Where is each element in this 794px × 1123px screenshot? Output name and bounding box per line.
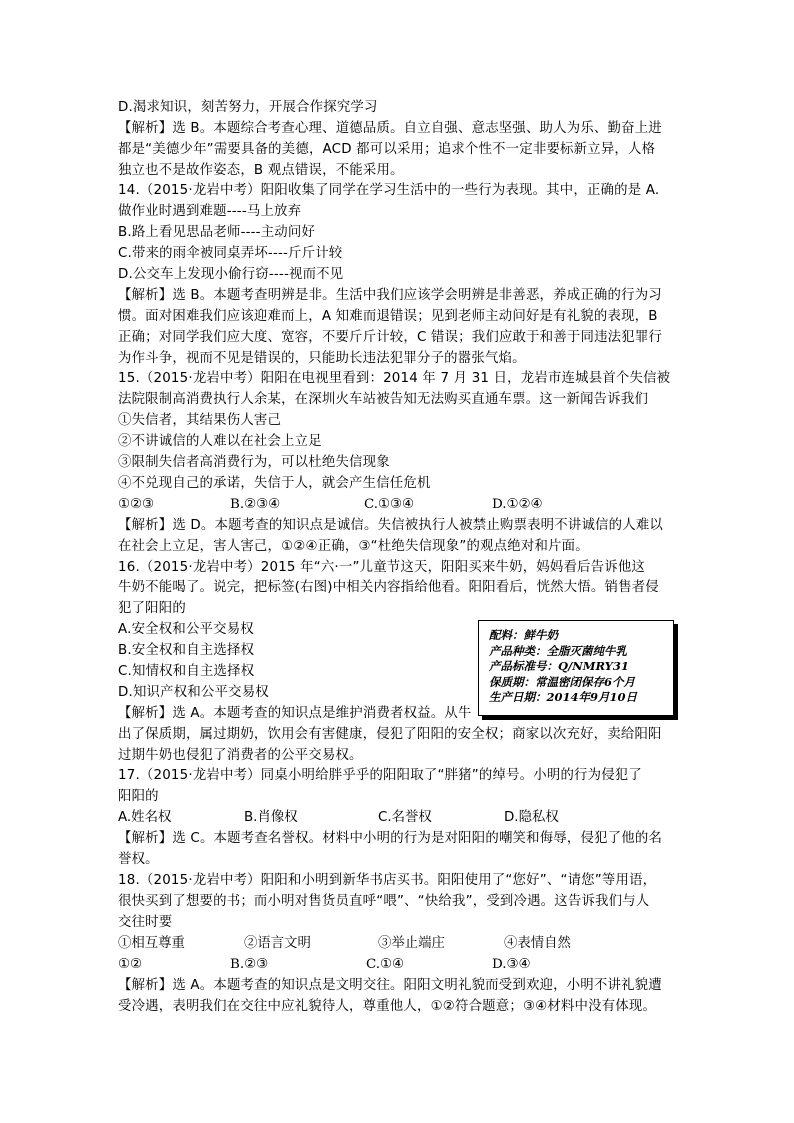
- text-line: C.带来的雨伞被同桌弄坏----斤斤计较: [118, 246, 343, 261]
- option-d: D.①②④: [492, 497, 543, 512]
- option-item: ③举止端庄: [378, 936, 445, 951]
- text-line: ②不讲诚信的人难以在社会上立足: [118, 434, 322, 449]
- question-14: 14.（2015·龙岩中考）阳阳收集了同学在学习生活中的一些行为表现。其中，正确的是 A.: [118, 183, 660, 198]
- option-c: C.名誉权: [378, 810, 432, 825]
- text-line: 法院限制高消费执行人余某，在深圳火车站被告知无法购买直通车票。这一新闻告诉我们: [118, 392, 649, 407]
- text-line: B.路上看见思品老师----主动问好: [118, 225, 316, 240]
- text-line: B.安全权和自主选择权: [118, 643, 255, 658]
- milk-label-line: 产品种类：全脂灭菌纯牛乳: [489, 643, 627, 658]
- option-a: A.姓名权: [118, 810, 172, 825]
- option-a: ①②③: [118, 497, 155, 512]
- text-line: 为作斗争，视而不见是错误的，只能助长违法犯罪分子的嚣张气焰。: [118, 351, 526, 366]
- question-16: 16.（2015·龙岩中考）2015 年“六·一”儿童节这天，阳阳买来牛奶，妈妈看后告诉他这: [118, 560, 646, 575]
- text-line: 正确；对同学我们应大度、宽容，不要斤斤计较，C 错误；我们应敢于和善于同违法犯罪行: [118, 330, 663, 345]
- text-line: 做作业时遇到难题----马上放弃: [118, 204, 302, 219]
- text-line: 很快买到了想要的书；而小明对售货员直呼“喂”、“快给我”，受到冷遇。这告诉我们与人: [118, 894, 650, 909]
- text-line: 过期牛奶也侵犯了消费者的公平交易权。: [118, 748, 363, 763]
- option-item: ②语言文明: [244, 936, 311, 951]
- milk-label-box: [478, 620, 674, 716]
- milk-label-line: 生产日期：2014年9月10日: [489, 690, 638, 704]
- option-item: ①相互尊重: [118, 936, 185, 951]
- text-line: ①失信者，其结果伤人害己: [118, 413, 282, 428]
- text-line: 惯。面对困难我们应该迎难而上，A 知难而退错误；见到老师主动问好是有礼貌的表现，B: [118, 309, 658, 324]
- text-line: 誉权。: [118, 852, 159, 867]
- text-line: 阳阳的: [118, 789, 159, 804]
- option-d: D.③④: [492, 957, 531, 972]
- milk-label-line: 保质期：常温密闭保存6个月: [489, 674, 636, 689]
- text-line: 出了保质期，属过期奶，饮用会有害健康，侵犯了阳阳的安全权；商家以次充好，卖给阳阳: [118, 727, 662, 742]
- text-line: 交往时要: [118, 915, 173, 930]
- question-18: 18.（2015·龙岩中考）阳阳和小明到新华书店买书。阳阳使用了“您好”、“请您”等用语，: [118, 873, 657, 888]
- question-17: 17.（2015·龙岩中考）同桌小明给胖乎乎的阳阳取了“胖猪”的绰号。小明的行为侵犯了: [118, 768, 642, 783]
- text-line: 【解析】选 C。本题考查名誉权。材料中小明的行为是对阳阳的嘲笑和侮辱，侵犯了他的名: [118, 831, 663, 846]
- question-15: 15.（2015·龙岩中考）阳阳在电视里看到：2014 年 7 月 31 日，龙岩市连城县首个失信被: [118, 371, 671, 386]
- option-b: B.②③④: [230, 497, 281, 512]
- text-line: 在社会上立足，害人害己，①②④正确，③“杜绝失信现象”的观点绝对和片面。: [118, 539, 589, 554]
- option-item: ④表情自然: [504, 936, 571, 951]
- text-line: 【解析】选 D。本题考查的知识点是诚信。失信被执行人被禁止购票表明不讲诚信的人难以: [118, 518, 663, 533]
- option-b: B.肖像权: [244, 810, 298, 825]
- milk-label-line: 配料：鲜牛奶: [489, 628, 558, 642]
- text-line: 【解析】选 A。本题考查的知识点是维护消费者权益。从牛: [118, 706, 472, 721]
- text-line: 犯了阳阳的: [118, 601, 186, 616]
- option-c: C.①④: [366, 957, 405, 972]
- text-line: C.知情权和自主选择权: [118, 664, 255, 679]
- text-line: ④不兑现自己的承诺，失信于人，就会产生信任危机: [118, 476, 431, 491]
- text-line: 都是“美德少年”需要具备的美德，ACD 都可以采用；追求个性不一定非要标新立异，人格: [118, 142, 656, 157]
- text-line: 【解析】选 B。本题综合考查心理、道德品质。自立自强、意志坚强、助人为乐、勤奋上进: [118, 121, 662, 136]
- text-line: D.公交车上发现小偷行窃----视而不见: [118, 267, 344, 282]
- option-c: C.①③④: [364, 497, 415, 512]
- option-d: D.隐私权: [504, 810, 559, 825]
- milk-label-line: 产品标准号：Q/NMRY31: [489, 659, 629, 673]
- text-line: D.知识产权和公平交易权: [118, 685, 269, 700]
- text-line: 【解析】选 B。本题考查明辨是非。生活中我们应该学会明辨是非善恶，养成正确的行为习: [118, 288, 662, 303]
- text-line: D.渴求知识，刻苦努力，开展合作探究学习: [118, 100, 378, 115]
- text-line: 【解析】选 A。本题考查的知识点是文明交往。阳阳文明礼貌而受到欢迎，小明不讲礼貌遭: [118, 978, 662, 993]
- option-b: B.②③: [230, 957, 269, 972]
- text-line: ③限制失信者高消费行为，可以杜绝失信现象: [118, 455, 390, 470]
- option-a: ①②: [118, 957, 143, 972]
- text-line: 受冷遇，表明我们在交往中应礼貌待人，尊重他人，①②符合题意；③④材料中没有体现。: [118, 999, 657, 1014]
- text-line: A.安全权和公平交易权: [118, 622, 254, 637]
- text-line: 独立也不是故作姿态，B 观点错误，不能采用。: [118, 163, 404, 178]
- text-line: 牛奶不能喝了。说完，把标签(右图)中相关内容指给他看。阳阳看后，恍然大悟。销售者侵: [118, 580, 659, 595]
